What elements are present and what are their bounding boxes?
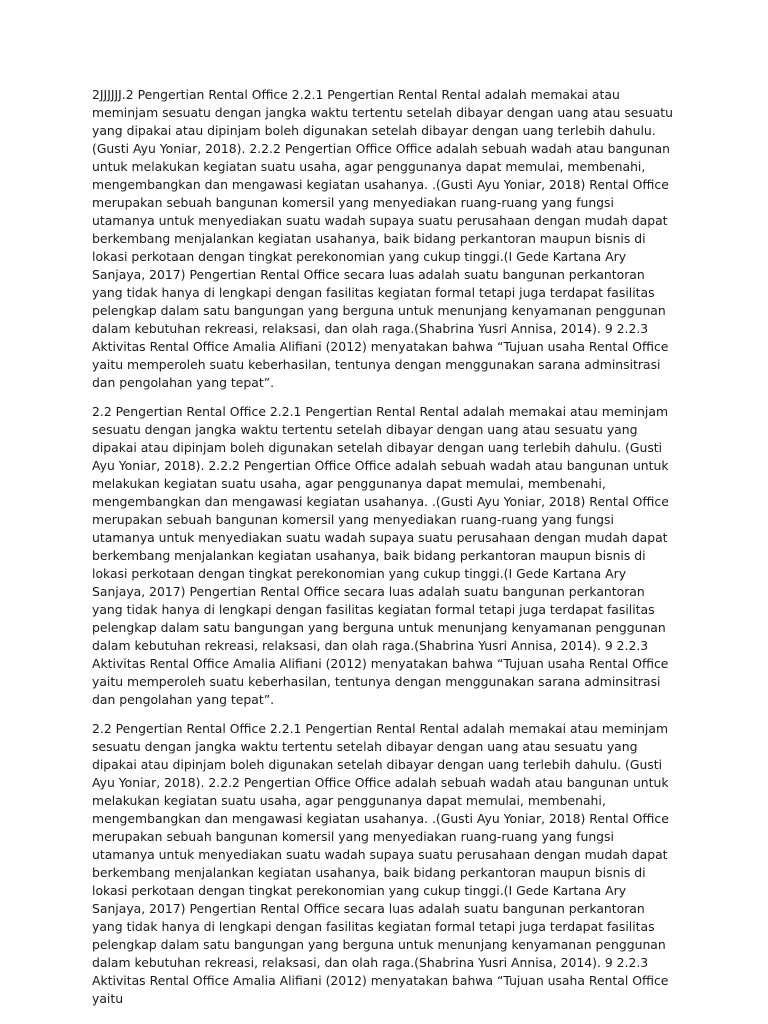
paragraph-1: 2JJJJJJ.2 Pengertian Rental Office 2.2.1 Pengertian Rental Rental adalah memakai atau meminjam sesuatu dengan jangka waktu tertentu setelah dibayar dengan uang atau sesuatu yang dipakai atau dipinjam boleh digunakan setelah dibayar dengan uang terlebih dahulu. (Gusti Ayu Yoniar, 2018). 2.2.2 Pengertian Office Office adalah sebuah wadah atau bangunan untuk melakukan kegiatan suatu usaha, agar penggunanya dapat memulai, membenahi, mengembangkan dan mengawasi kegiatan usahanya. .(Gusti Ayu Yoniar, 2018) Rental Office merupakan sebuah bangunan komersil yang menyediakan ruang-ruang yang fungsi utamanya untuk menyediakan suatu wadah supaya suatu perusahaan dengan mudah dapat berkembang menjalankan kegiatan usahanya, baik bidang perkantoran maupun bisnis di lokasi perkotaan dengan tingkat perekonomian yang cukup tinggi.(I Gede Kartana Ary Sanjaya, 2017) Pengertian Rental Office secara luas adalah suatu bangunan perkantoran yang tidak hanya di lengkapi dengan fasilitas kegiatan formal tetapi juga terdapat fasilitas pelengkap dalam satu bangungan yang berguna untuk menunjang kenyamanan penggunan dalam kebutuhan rekreasi, relaksasi, dan olah raga.(Shabrina Yusri Annisa, 2014). 9 2.2.3 Aktivitas Rental Office Amalia Alifiani (2012) menyatakan bahwa “Tujuan usaha Rental Office yaitu memperoleh suatu keberhasilan, tentunya dengan menggunakan sarana adminsitrasi dan pengolahan yang tepat”. (92, 87, 674, 390)
paragraph-2: 2.2 Pengertian Rental Office 2.2.1 Pengertian Rental Rental adalah memakai atau meminjam sesuatu dengan jangka waktu tertentu setelah dibayar dengan uang atau sesuatu yang dipakai atau dipinjam boleh digunakan setelah dibayar dengan uang terlebih dahulu. (Gusti Ayu Yoniar, 2018). 2.2.2 Pengertian Office Office adalah sebuah wadah atau bangunan untuk melakukan kegiatan suatu usaha, agar penggunanya dapat memulai, membenahi, mengembangkan dan mengawasi kegiatan usahanya. .(Gusti Ayu Yoniar, 2018) Rental Office merupakan sebuah bangunan komersil yang menyediakan ruang-ruang yang fungsi utamanya untuk menyediakan suatu wadah supaya suatu perusahaan dengan mudah dapat berkembang menjalankan kegiatan usahanya, baik bidang perkantoran maupun bisnis di lokasi perkotaan dengan tingkat perekonomian yang cukup tinggi.(I Gede Kartana Ary Sanjaya, 2017) Pengertian Rental Office secara luas adalah suatu bangunan perkantoran yang tidak hanya di lengkapi dengan fasilitas kegiatan formal tetapi juga terdapat fasilitas pelengkap dalam satu bangungan yang berguna untuk menunjang kenyamanan penggunan dalam kebutuhan rekreasi, relaksasi, dan olah raga.(Shabrina Yusri Annisa, 2014). 9 2.2.3 Aktivitas Rental Office Amalia Alifiani (2012) menyatakan bahwa “Tujuan usaha Rental Office yaitu memperoleh suatu keberhasilan, tentunya dengan menggunakan sarana adminsitrasi dan pengolahan yang tepat”. (92, 404, 669, 707)
document-page (92, 86, 676, 1019)
paragraph-3: 2.2 Pengertian Rental Office 2.2.1 Pengertian Rental Rental adalah memakai atau meminjam sesuatu dengan jangka waktu tertentu setelah dibayar dengan uang atau sesuatu yang dipakai atau dipinjam boleh digunakan setelah dibayar dengan uang terlebih dahulu. (Gusti Ayu Yoniar, 2018). 2.2.2 Pengertian Office Office adalah sebuah wadah atau bangunan untuk melakukan kegiatan suatu usaha, agar penggunanya dapat memulai, membenahi, mengembangkan dan mengawasi kegiatan usahanya. .(Gusti Ayu Yoniar, 2018) Rental Office merupakan sebuah bangunan komersil yang menyediakan ruang-ruang yang fungsi utamanya untuk menyediakan suatu wadah supaya suatu perusahaan dengan mudah dapat berkembang menjalankan kegiatan usahanya, baik bidang perkantoran maupun bisnis di lokasi perkotaan dengan tingkat perekonomian yang cukup tinggi.(I Gede Kartana Ary Sanjaya, 2017) Pengertian Rental Office secara luas adalah suatu bangunan perkantoran yang tidak hanya di lengkapi dengan fasilitas kegiatan formal tetapi juga terdapat fasilitas pelengkap dalam satu bangungan yang berguna untuk menunjang kenyamanan penggunan dalam kebutuhan rekreasi, relaksasi, dan olah raga.(Shabrina Yusri Annisa, 2014). 9 2.2.3 Aktivitas Rental Office Amalia Alifiani (2012) menyatakan bahwa “Tujuan usaha Rental Office yaitu (92, 721, 669, 1006)
